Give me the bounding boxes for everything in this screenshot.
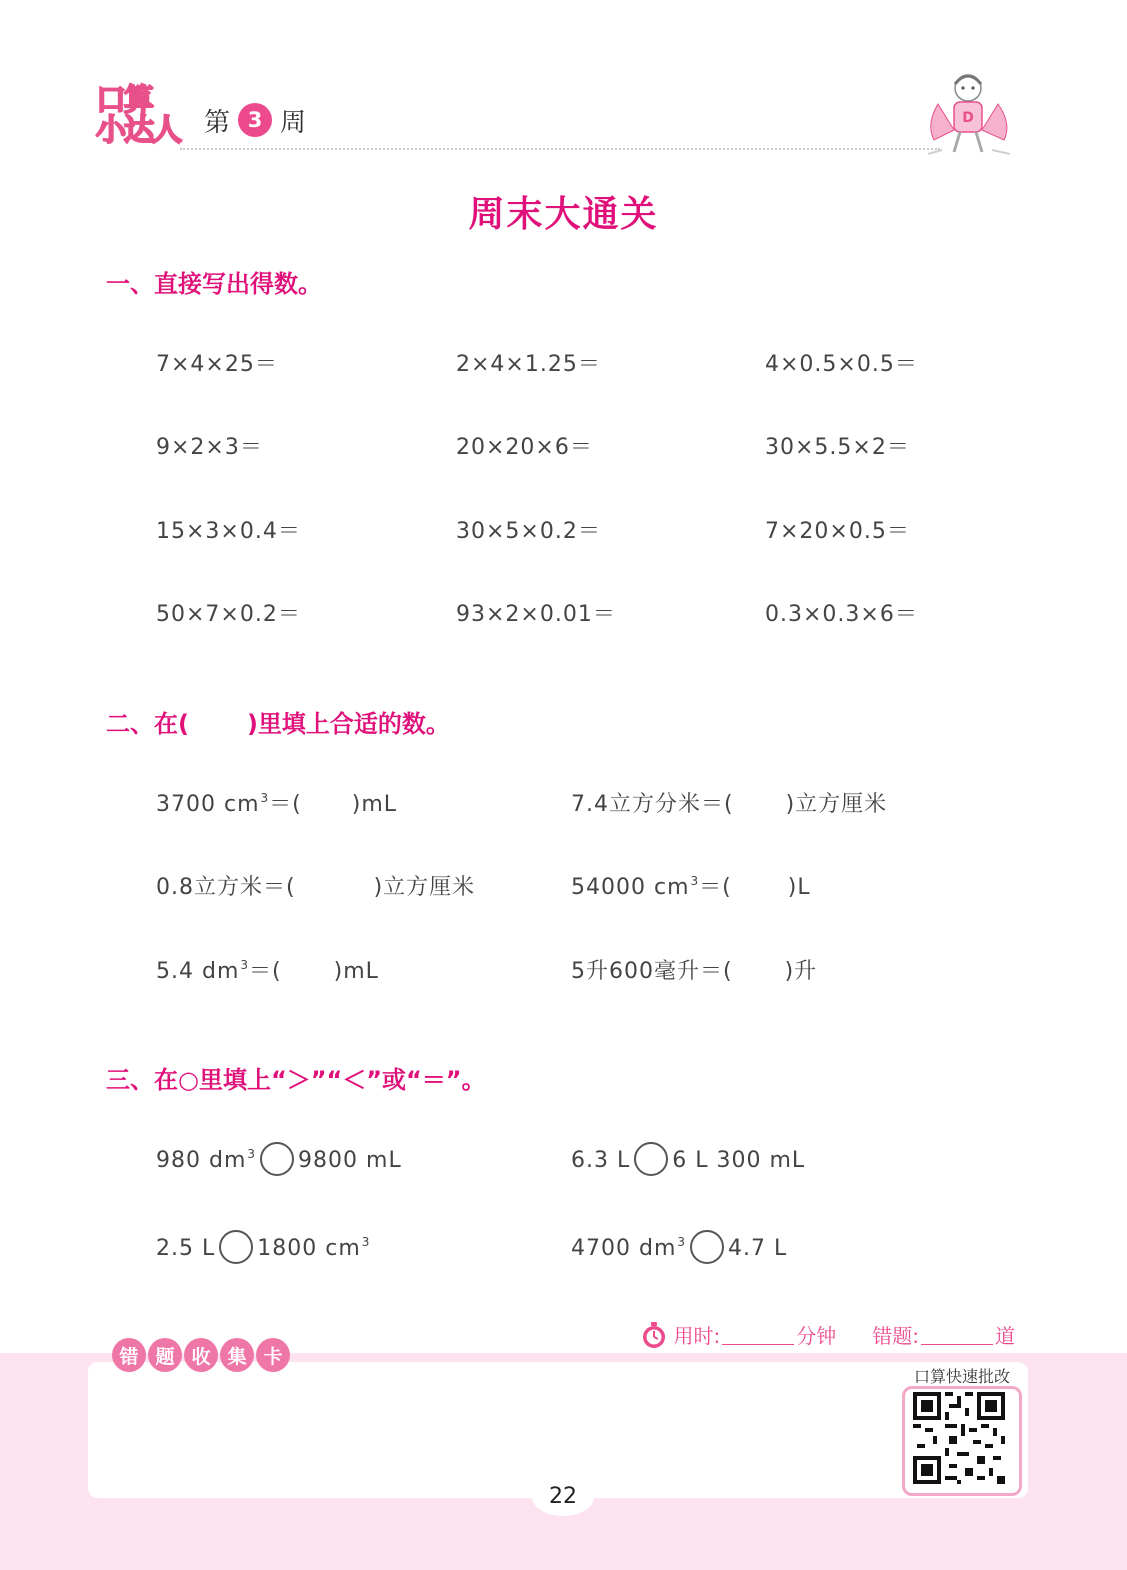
problem-1-3: 4×0.5×0.5＝	[765, 352, 918, 377]
problem-1-2: 2×4×1.25＝	[456, 352, 601, 377]
fill-item-text: 3700 cm	[156, 792, 260, 817]
errors-blank[interactable]	[921, 1324, 993, 1345]
card-label-char: 题	[148, 1338, 182, 1372]
week-suffix: 周	[280, 107, 307, 138]
fill-item-unit: )升	[784, 959, 818, 984]
compare-circle[interactable]	[260, 1142, 294, 1176]
fill-item-text: ＝(	[269, 792, 302, 817]
fill-item-text: ＝(	[249, 959, 282, 984]
errors-label: 错题:	[872, 1324, 919, 1348]
section2-heading	[106, 704, 450, 739]
section2-heading-part1: 二、在(	[106, 710, 189, 738]
fill-item-unit: )L	[787, 875, 811, 900]
time-and-errors	[640, 1320, 1016, 1349]
fill-item-4	[571, 870, 811, 901]
compare-left: 2.5 L	[156, 1236, 216, 1261]
problem-4-3: 0.3×0.3×6＝	[765, 602, 918, 627]
fill-item-exponent: 3	[690, 874, 700, 888]
compare-item-3	[156, 1232, 370, 1266]
problem-4-1: 50×7×0.2＝	[156, 602, 301, 627]
time-blank[interactable]	[722, 1324, 794, 1345]
problem-1-1: 7×4×25＝	[156, 352, 278, 377]
fill-item-exponent: 3	[240, 958, 250, 972]
qr-label: 口算快速批改	[913, 1367, 1010, 1386]
logo-icon	[96, 83, 180, 148]
fill-item-text: 5升600毫升＝(	[571, 959, 733, 984]
compare-item-2	[571, 1144, 805, 1178]
fill-item-text: 54000 cm	[571, 875, 690, 900]
problem-2-1: 9×2×3＝	[156, 435, 263, 460]
fill-item-3	[156, 870, 475, 901]
section1-heading: 一、直接写出得数。	[106, 270, 322, 298]
fill-item-text: ＝(	[699, 875, 732, 900]
compare-left: 980 dm	[156, 1148, 247, 1173]
compare-item-1	[156, 1144, 402, 1178]
fill-item-1	[156, 787, 397, 818]
compare-left: 6.3 L	[571, 1148, 631, 1173]
fill-item-exponent: 3	[260, 791, 270, 805]
compare-right: 4.7 L	[728, 1236, 788, 1261]
fill-item-2	[571, 787, 887, 818]
compare-circle[interactable]	[690, 1230, 724, 1264]
problem-4-2: 93×2×0.01＝	[456, 602, 616, 627]
page-title: 周末大通关	[468, 194, 659, 235]
week-number-badge: 3	[238, 103, 272, 137]
problem-2-3: 30×5.5×2＝	[765, 435, 910, 460]
fill-item-text: 5.4 dm	[156, 959, 240, 984]
card-label-char: 收	[184, 1338, 218, 1372]
compare-left-exponent: 3	[677, 1235, 687, 1249]
compare-right-exponent: 3	[361, 1235, 371, 1249]
compare-left-exponent: 3	[247, 1147, 257, 1161]
week-indicator	[204, 100, 306, 140]
compare-circle[interactable]	[219, 1230, 253, 1264]
card-label-char: 集	[220, 1338, 254, 1372]
compare-circle[interactable]	[634, 1142, 668, 1176]
qr-code-icon[interactable]	[913, 1392, 1005, 1484]
card-label-char: 错	[112, 1338, 146, 1372]
fill-item-unit: )mL	[351, 792, 398, 817]
problem-3-3: 7×20×0.5＝	[765, 519, 910, 544]
mascot-icon	[920, 66, 1016, 162]
fill-item-5	[156, 954, 379, 985]
fill-item-unit: )立方厘米	[373, 875, 476, 900]
logo-text-bottom: 小达人	[96, 113, 180, 148]
time-unit: 分钟	[796, 1324, 837, 1348]
mistake-card-label	[112, 1338, 290, 1372]
fill-item-6	[571, 954, 817, 985]
fill-item-unit: )mL	[333, 959, 379, 984]
errors-unit: 道	[995, 1324, 1015, 1348]
week-prefix: 第	[204, 107, 231, 138]
svg-text:D: D	[962, 110, 974, 126]
page-number: 22	[532, 1478, 594, 1516]
compare-right: 1800 cm	[257, 1236, 361, 1261]
fill-item-text: 0.8立方米＝(	[156, 875, 296, 900]
fill-item-unit: )立方厘米	[785, 792, 888, 817]
section2-heading-part2: )里填上合适的数。	[246, 710, 450, 738]
compare-left: 4700 dm	[571, 1236, 677, 1261]
compare-right: 6 L 300 mL	[672, 1148, 806, 1173]
time-label: 用时:	[673, 1324, 721, 1348]
stopwatch-icon	[640, 1321, 668, 1349]
header-divider	[180, 148, 940, 150]
fill-item-text: 7.4立方分米＝(	[571, 792, 734, 817]
problem-3-1: 15×3×0.4＝	[156, 519, 301, 544]
section3-heading: 三、在○里填上“＞”“＜”或“＝”。	[106, 1066, 486, 1094]
problem-2-2: 20×20×6＝	[456, 435, 593, 460]
problem-3-2: 30×5×0.2＝	[456, 519, 601, 544]
compare-item-4	[571, 1232, 787, 1266]
card-label-char: 卡	[256, 1338, 290, 1372]
compare-right: 9800 mL	[298, 1148, 402, 1173]
logo-text-top: 口算	[96, 83, 152, 118]
